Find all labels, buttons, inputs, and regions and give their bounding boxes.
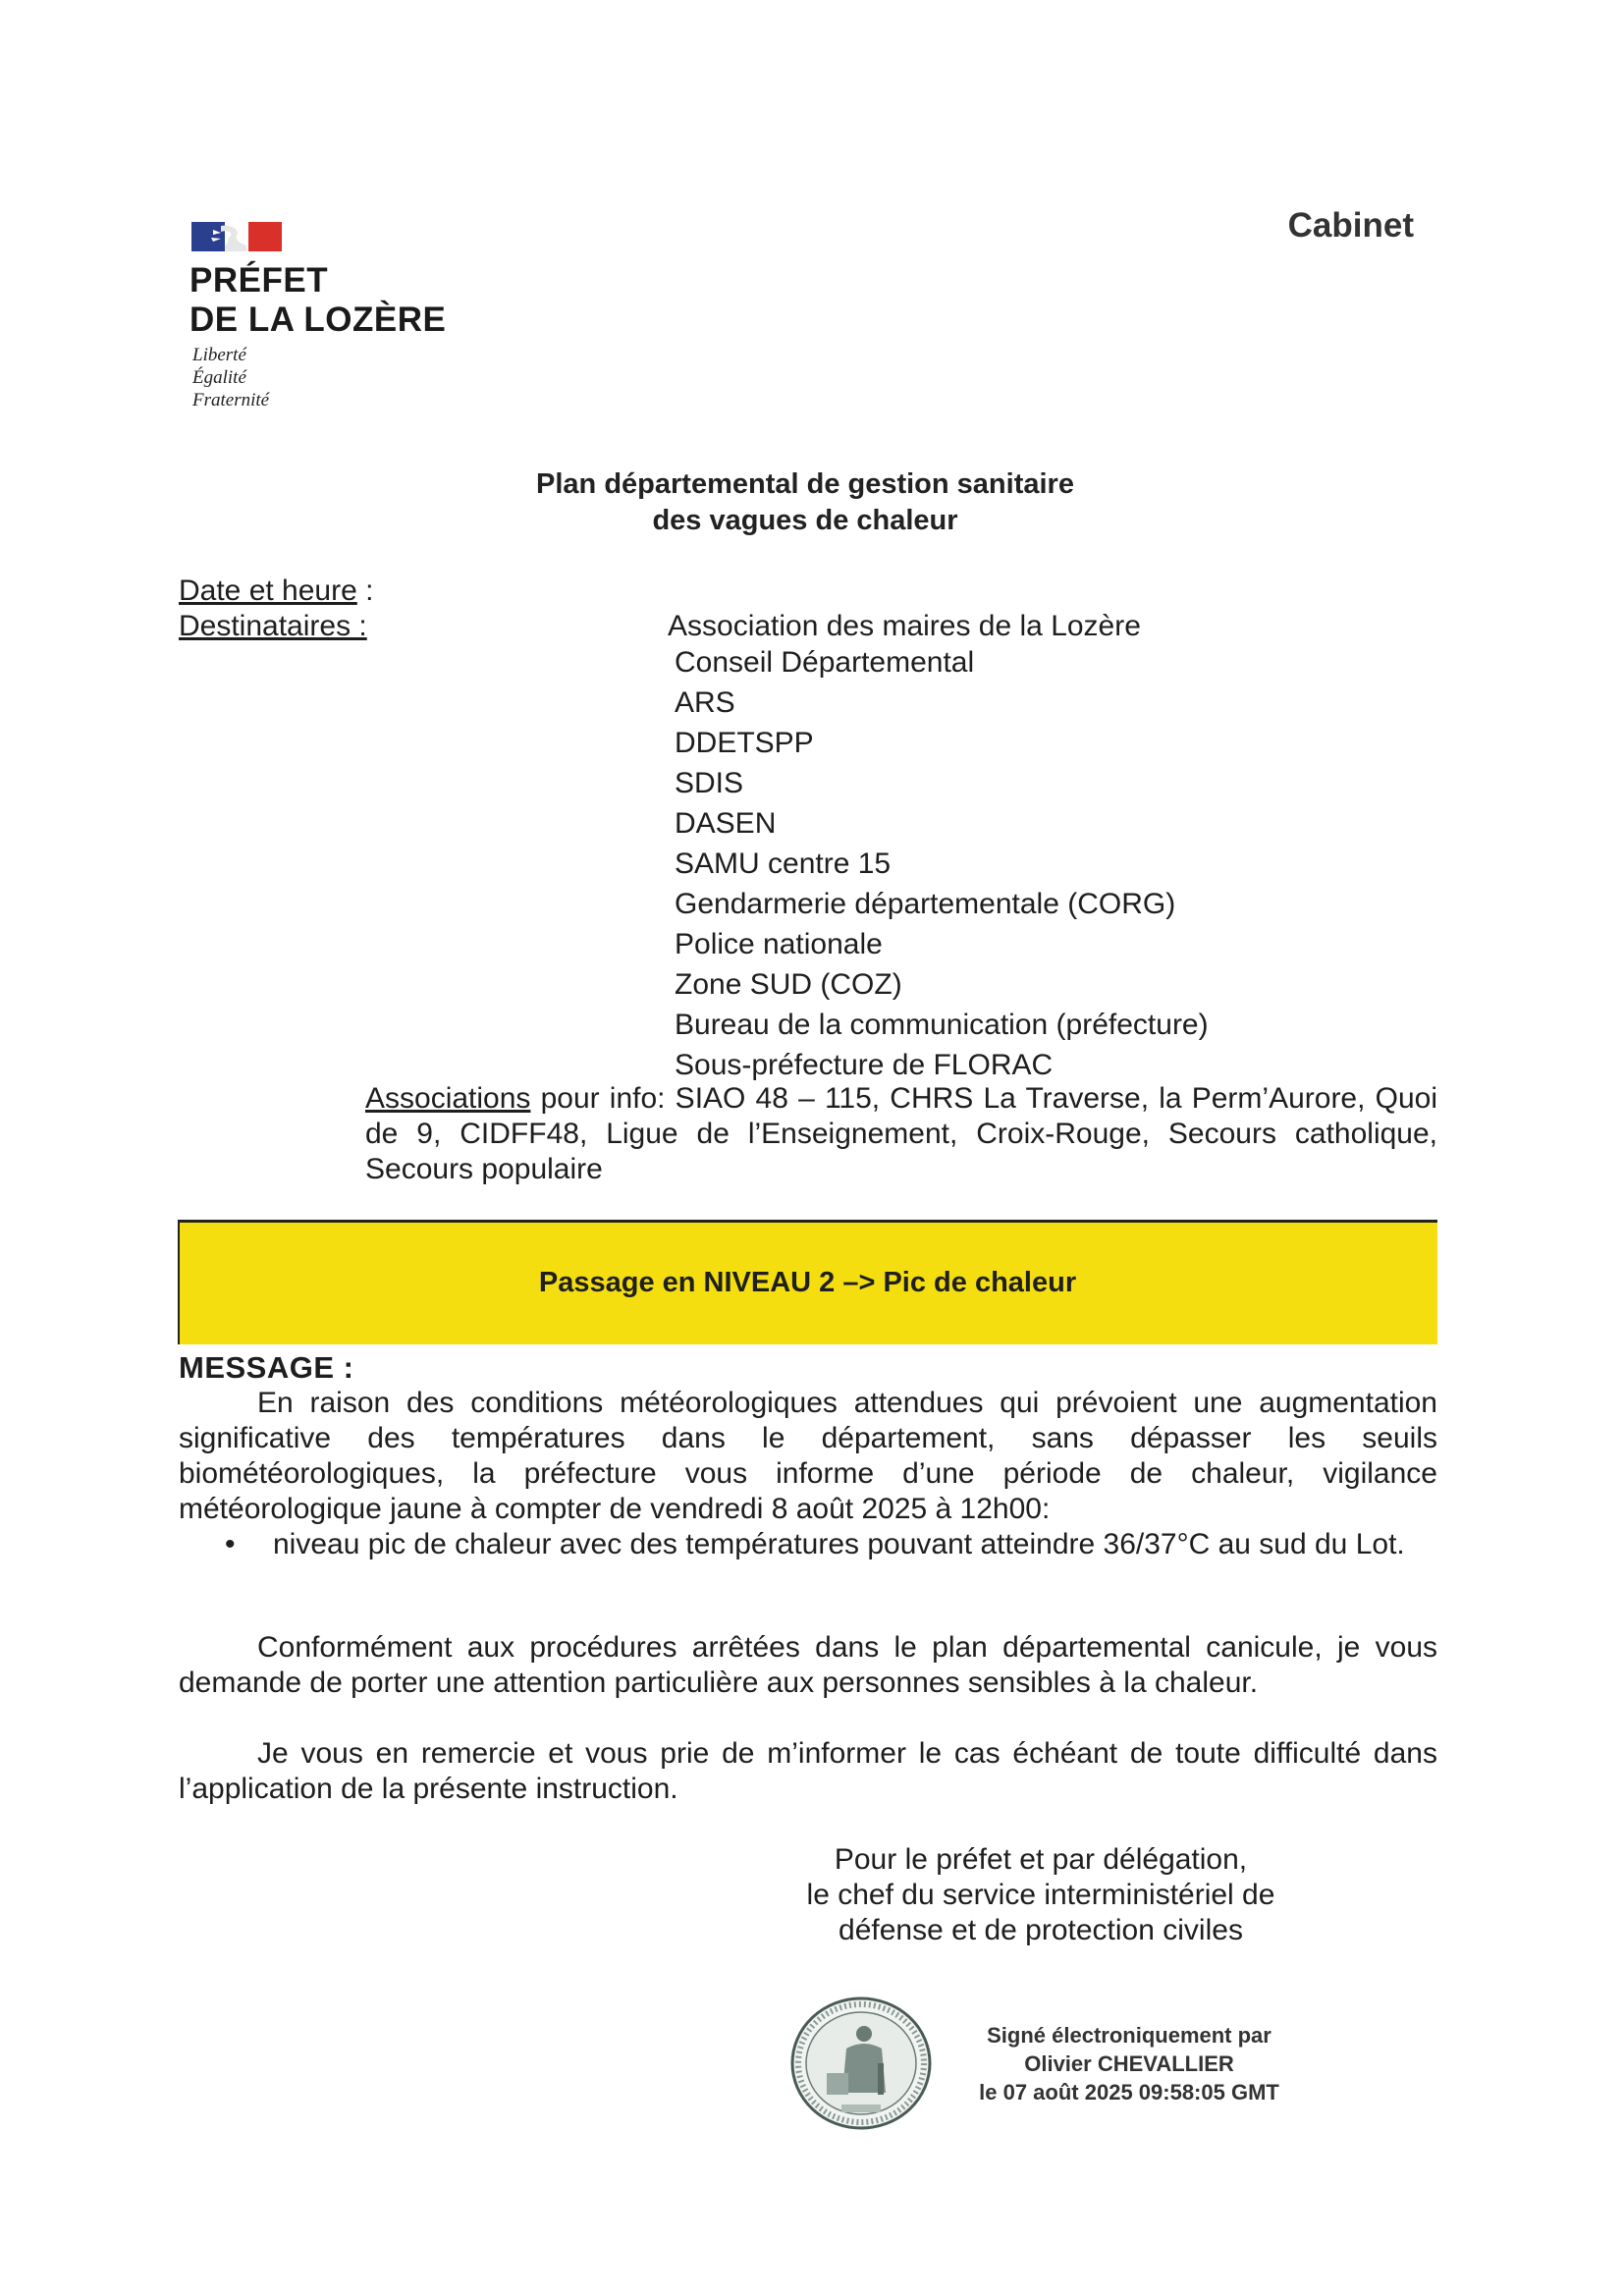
- official-seal-icon: [787, 1995, 935, 2132]
- message-paragraph-3: Je vous en remercie et vous prie de m’informer le cas échéant de toute difficulté dans l’application de la présente instruction.: [179, 1737, 1437, 1805]
- date-label-text: Date et heure: [179, 574, 357, 607]
- recipient-item: SAMU centre 15: [675, 847, 892, 880]
- signature-block: [785, 1842, 1296, 1948]
- electronic-signature: [943, 2021, 1316, 2106]
- bullet-icon: •: [225, 1528, 236, 1560]
- esign-line-2: Olivier CHEVALLIER: [1024, 2051, 1234, 2076]
- recipient-item: Gendarmerie départementale (CORG): [675, 888, 1176, 920]
- recipient-item: ARS: [675, 686, 735, 719]
- message-paragraph-1: En raison des conditions météorologiques attendues qui prévoient une augmentation significative des températures dans le département, sans dépasser les seuils biométéorologiques, la préfecture vous informe d’une période de chaleur, vigilance météorologique jaune à compter de vendredi 8 août 2025 à 12h00:: [179, 1387, 1437, 1525]
- recipient-item: Association des maires de la Lozère: [668, 610, 1141, 642]
- recipients-label-text: Destinataires :: [179, 610, 367, 642]
- logo-line-2: DE LA LOZÈRE: [189, 301, 447, 339]
- republic-motto: [192, 344, 269, 411]
- signature-line-1: Pour le préfet et par délégation,: [834, 1843, 1248, 1876]
- signature-line-3: défense et de protection civiles: [839, 1914, 1243, 1946]
- recipient-item: Police nationale: [675, 928, 883, 960]
- document-title: [432, 466, 1178, 539]
- message-paragraph-2: Conformément aux procédures arrêtées dans le plan départemental canicule, je vous demande de porter une attention particulière aux personnes sensibles à la chaleur.: [179, 1631, 1437, 1699]
- recipient-item: Bureau de la communication (préfecture): [675, 1009, 1209, 1041]
- recipients-list: [675, 642, 1209, 1085]
- esign-line-3: le 07 août 2025 09:58:05 GMT: [979, 2080, 1279, 2105]
- motto-egalite: Égalité: [192, 367, 246, 388]
- service-name: Cabinet: [1287, 206, 1414, 245]
- message-label: MESSAGE :: [179, 1350, 354, 1385]
- date-label-suffix: :: [356, 574, 374, 607]
- signature-line-2: le chef du service interministériel de: [806, 1879, 1275, 1911]
- motto-liberte: Liberté: [192, 345, 246, 365]
- recipient-item: DASEN: [675, 807, 777, 840]
- prefet-logo-text: [189, 261, 446, 340]
- title-line-1: Plan départemental de gestion sanitaire: [536, 468, 1074, 500]
- associations-paragraph: [365, 1081, 1437, 1187]
- recipient-item: SDIS: [675, 767, 744, 799]
- title-line-2: des vagues de chaleur: [652, 505, 958, 536]
- message-bullet-1: niveau pic de chaleur avec des températures pouvant atteindre 36/37°C au sud du Lot.: [273, 1528, 1405, 1560]
- marianne-flag-icon: [191, 222, 282, 251]
- logo-line-1: PRÉFET: [189, 261, 329, 300]
- recipients-field-label: [179, 609, 367, 644]
- recipient-item: Sous-préfecture de FLORAC: [675, 1049, 1054, 1081]
- recipient-item: Conseil Départemental: [675, 646, 975, 679]
- esign-line-1: Signé électroniquement par: [987, 2023, 1271, 2048]
- associations-text: pour info: SIAO 48 – 115, CHRS La Traverse, la Perm’Aurore, Quoi de 9, CIDFF48, Ligue de l’Enseignement, Croix-Rouge, Secours catholique, Secours populaire: [365, 1082, 1437, 1185]
- recipient-item: DDETSPP: [675, 727, 814, 759]
- associations-label: Associations: [365, 1082, 531, 1115]
- motto-fraternite: Fraternité: [192, 390, 270, 410]
- date-field-label: [179, 574, 373, 609]
- alert-banner-text: Passage en NIVEAU 2 –> Pic de chaleur: [538, 1267, 1077, 1298]
- recipient-item: Zone SUD (COZ): [675, 968, 902, 1001]
